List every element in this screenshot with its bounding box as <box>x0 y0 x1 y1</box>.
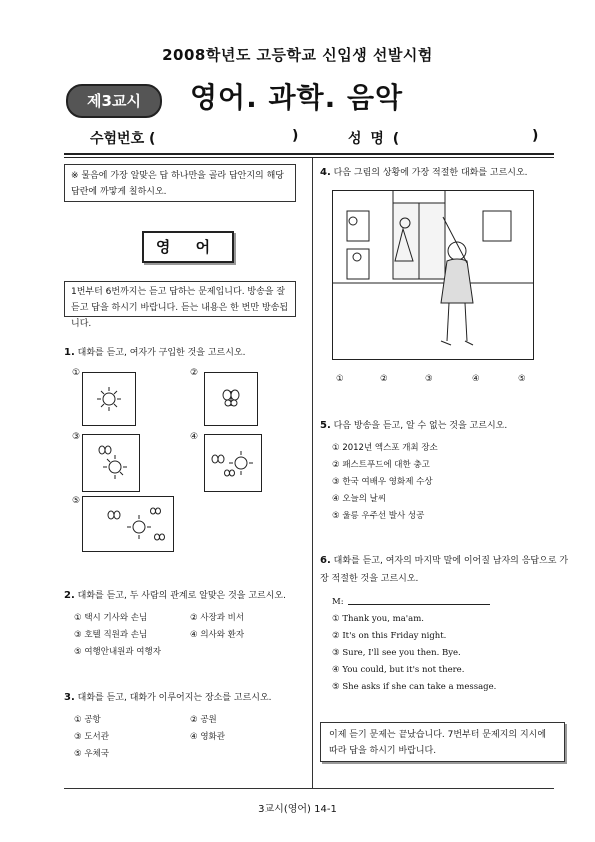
sun-butterflies-icon <box>205 435 261 491</box>
train-illustration <box>332 190 534 360</box>
question-number: 2. <box>64 590 75 601</box>
option: ② 공원 <box>190 715 217 725</box>
speaker-label: M: <box>332 597 344 607</box>
sun-butterfly-icon <box>83 435 139 491</box>
picture-sun <box>82 372 136 426</box>
option: ① 2012년 엑스포 개최 장소 <box>332 443 438 453</box>
question-text: 다음 그림의 상황에 가장 적절한 대화를 고르시오. <box>333 168 528 178</box>
train-door-icon <box>333 191 533 359</box>
option: ④ 영화관 <box>190 732 225 742</box>
question-text: 대화를 듣고, 두 사람의 관계로 알맞은 것을 고르시오. <box>77 591 286 601</box>
answer-blank <box>348 604 490 605</box>
column-divider <box>312 158 313 788</box>
choice-label: ④ <box>190 432 199 442</box>
option: ④ 의사와 환자 <box>190 630 245 640</box>
option: ① 공항 <box>74 715 101 725</box>
option: ④ You could, but it's not there. <box>332 665 465 675</box>
question-text: 대화를 듣고, 대화가 이루어지는 장소를 고르시오. <box>77 693 272 703</box>
sun-icon <box>83 373 135 425</box>
option: ⑤ 여행안내원과 여행자 <box>74 647 161 657</box>
picture-two-butterflies-sun <box>204 434 262 492</box>
question-number: 1. <box>64 347 75 358</box>
choice: ① <box>336 374 344 384</box>
option: ④ 오늘의 날씨 <box>332 494 387 504</box>
option: ③ 도서관 <box>74 732 109 742</box>
listening-notice: 1번부터 6번까지는 듣고 답하는 문제입니다. 방송을 잘 듣고 답을 하시기 바랍니다. 듣는 내용은 한 번만 방송됩니다. <box>64 281 296 317</box>
choice-label: ① <box>72 368 81 378</box>
choice: ③ <box>425 374 433 384</box>
option: ② 패스트푸드에 대한 충고 <box>332 460 430 470</box>
question-4 <box>320 165 528 178</box>
header-rule-thin <box>64 157 554 158</box>
option: ③ 한국 여배우 영화제 수상 <box>332 477 433 487</box>
name-label: 성 명 ( <box>348 131 402 147</box>
choice-label: ③ <box>72 432 81 442</box>
exam-number-close: ) <box>292 128 299 144</box>
header-rule <box>64 153 554 155</box>
picture-sun-butterfly <box>82 434 140 492</box>
option: ② 사장과 비서 <box>190 613 245 623</box>
question-number: 3. <box>64 692 75 703</box>
option: ① Thank you, ma'am. <box>332 614 424 624</box>
option: ① 택시 기사와 손님 <box>74 613 148 623</box>
exam-number-label: 수험번호 ( <box>90 131 156 147</box>
question-1 <box>64 345 245 358</box>
choice: ⑤ <box>518 374 526 384</box>
question-6 <box>320 552 570 588</box>
question-number: 6. <box>320 555 331 566</box>
picture-butterfly <box>204 372 258 426</box>
choice-label: ② <box>190 368 199 378</box>
period-badge: 제3교시 <box>66 84 162 118</box>
option: ⑤ 우체국 <box>74 749 109 759</box>
end-notice: 이제 듣기 문제는 끝났습니다. 7번부터 문제지의 지시에 따라 답을 하시기 바랍니다. <box>320 722 565 762</box>
choice: ④ <box>472 374 480 384</box>
question-text: 대화를 듣고, 여자의 마지막 말에 이어질 남자의 응답으로 가장 적절한 것을 고르시오. <box>320 556 569 584</box>
question-number: 4. <box>320 167 331 178</box>
option: ② It's on this Friday night. <box>332 631 447 641</box>
page-footer: 3교시(영어) 14-1 <box>258 804 337 815</box>
instruction-notice: ※ 물음에 가장 알맞은 답 하나만을 골라 답안지의 해당 답란에 까맣게 칠하시오. <box>64 164 296 202</box>
option: ⑤ 울릉 우주선 발사 성공 <box>332 511 425 521</box>
question-text: 대화를 듣고, 여자가 구입한 것을 고르시오. <box>77 348 246 358</box>
subject-box: 영 어 <box>142 231 234 263</box>
question-3 <box>64 690 272 703</box>
butterfly-icon <box>205 373 257 425</box>
choice-label: ⑤ <box>72 496 81 506</box>
option: ⑤ She asks if she can take a message. <box>332 682 497 692</box>
exam-title: 2008학년도 고등학교 신입생 선발시험 <box>162 46 433 64</box>
footer-rule <box>64 788 554 789</box>
question-text: 다음 방송을 듣고, 알 수 없는 것을 고르시오. <box>333 421 508 431</box>
question-number: 5. <box>320 420 331 431</box>
sun-three-butterflies-icon <box>83 497 173 551</box>
picture-sun-three-butterflies <box>82 496 174 552</box>
name-close: ) <box>532 128 539 144</box>
choice: ② <box>380 374 388 384</box>
subject-title: 영어. 과학. 음악 <box>190 81 404 114</box>
option: ③ 호텔 직원과 손님 <box>74 630 148 640</box>
question-2 <box>64 588 286 601</box>
option: ③ Sure, I'll see you then. Bye. <box>332 648 461 658</box>
question-5 <box>320 418 507 431</box>
